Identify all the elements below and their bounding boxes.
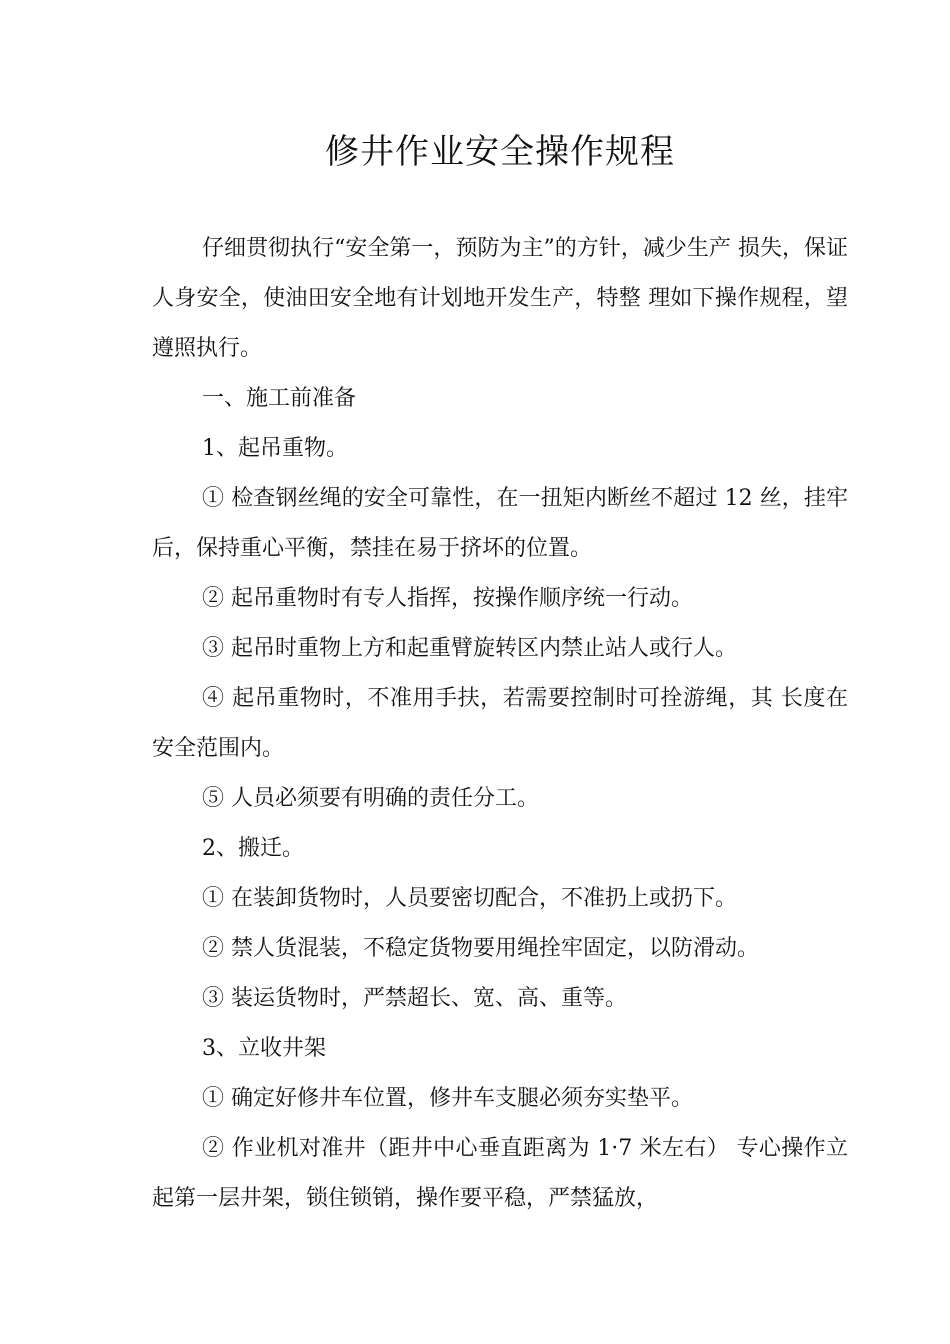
list-item: ① 确定好修井车位置，修井车支腿必须夯实垫平。 [202,1086,693,1111]
list-item: ② 起吊重物时有专人指挥，按操作顺序统一行动。 [202,586,693,611]
subsection-heading-1: 1、起吊重物。 [202,436,348,461]
subsection-heading-2: 2、搬迁。 [202,836,304,861]
paragraph-intro: 仔细贯彻执行“安全第一，预防为主”的方针，减少生产 损失，保证人身安全，使油田安全地有计划地开发生产，特整 理如下操作规程，望遵照执行。 [152,236,848,361]
document-body [152,224,848,1224]
list-item: ② 禁人货混装，不稳定货物要用绳拴牢固定，以防滑动。 [202,936,759,961]
subsection-heading-3: 3、立收井架 [202,1036,326,1061]
list-item: ② 作业机对准井（距井中心垂直距离为 1·7 米左右） 专心操作立起第一层井架，锁住锁销，操作要平稳，严禁猛放， [152,1136,848,1211]
list-item: ④ 起吊重物时，不准用手扶，若需要控制时可拴游绳，其 长度在安全范围内。 [152,686,848,761]
list-item: ③ 起吊时重物上方和起重臂旋转区内禁止站人或行人。 [202,636,737,661]
list-item: ③ 装运货物时，严禁超长、宽、高、重等。 [202,986,627,1011]
list-item: ① 在装卸货物时，人员要密切配合，不准扔上或扔下。 [202,886,737,911]
document-title: 修井作业安全操作规程 [325,132,675,172]
section-heading-1: 一、施工前准备 [202,386,357,411]
list-item: ⑤ 人员必须要有明确的责任分工。 [202,786,539,811]
list-item: ① 检查钢丝绳的安全可靠性，在一扭矩内断丝不超过 12 丝，挂牢后，保持重心平衡，禁挂在易于挤坏的位置。 [152,486,848,561]
